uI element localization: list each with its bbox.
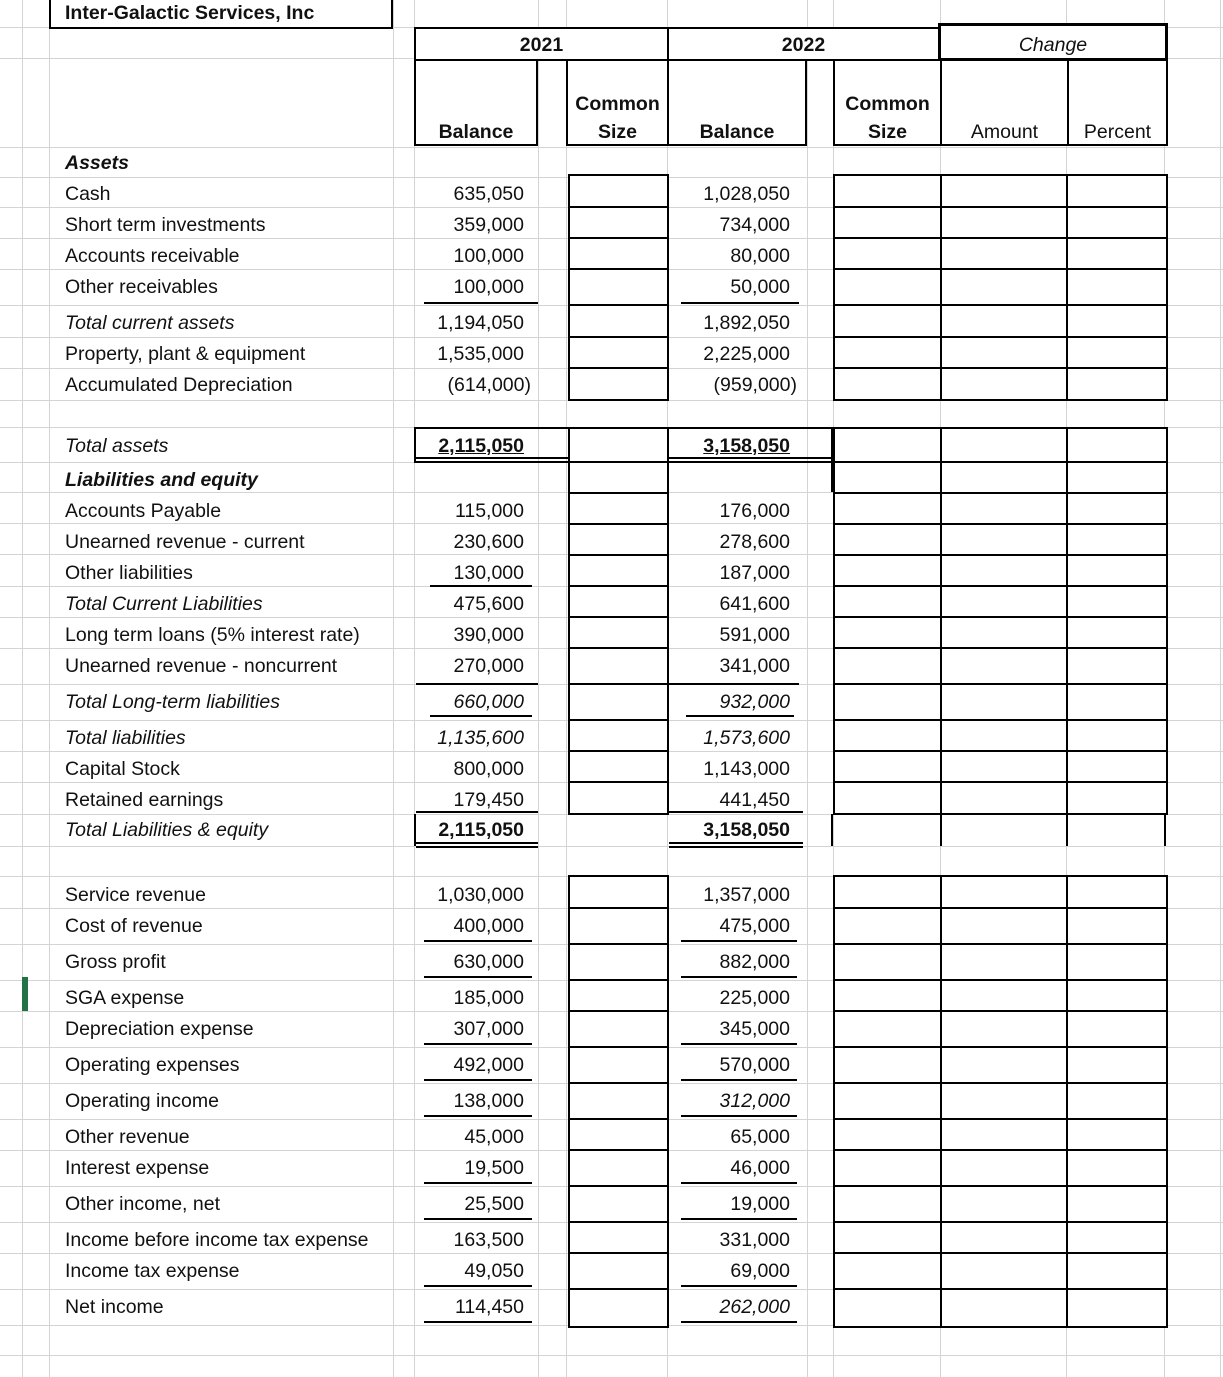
- border-2021-balance-right: [414, 814, 416, 846]
- answer-cell[interactable]: [1066, 907, 1168, 945]
- answer-cell[interactable]: [833, 427, 942, 463]
- gross-profit-2021: 630,000: [453, 951, 524, 973]
- row-label-income-tax-expense: Income tax expense: [65, 1260, 240, 1282]
- underline-2021: [424, 1218, 532, 1220]
- operating-income-2022: 312,000: [719, 1090, 790, 1112]
- answer-cell[interactable]: [568, 1082, 669, 1120]
- answer-cell[interactable]: [1066, 523, 1168, 556]
- other-income-net-2022: 19,000: [730, 1193, 790, 1215]
- underline-2022: [681, 1218, 797, 1220]
- answer-cell[interactable]: [1066, 1046, 1168, 1084]
- answer-cell[interactable]: [1066, 1221, 1168, 1254]
- answer-cell[interactable]: [1066, 875, 1168, 909]
- gridline-col: [566, 0, 567, 1377]
- row-label-operating-income: Operating income: [65, 1090, 219, 1112]
- underline-2021: [430, 715, 532, 717]
- underline-2022: [669, 683, 799, 685]
- answer-cell[interactable]: [833, 750, 942, 783]
- answer-cell[interactable]: [568, 174, 669, 208]
- answer-cell[interactable]: [940, 174, 1068, 208]
- total-liabilities-equity-double-underline-2022: [669, 842, 803, 848]
- answer-cell[interactable]: [1066, 647, 1168, 685]
- common-2021-header: Common: [575, 93, 660, 115]
- underline-2022: [669, 811, 803, 813]
- answer-cell[interactable]: [940, 304, 1068, 338]
- change-header: Change: [1018, 34, 1088, 56]
- answer-cell[interactable]: [568, 268, 669, 306]
- row-selection-indicator: [22, 977, 28, 1011]
- balance-2021-header: Balance: [438, 121, 514, 143]
- total-current-assets-2022: 1,892,050: [703, 312, 790, 334]
- answer-cell[interactable]: [568, 304, 669, 338]
- total-liabilities-2022: 1,573,600: [703, 727, 790, 749]
- answer-cell[interactable]: [833, 647, 942, 685]
- amount-header: Amount: [970, 121, 1039, 143]
- long-term-loans-2022: 591,000: [719, 624, 790, 646]
- cost-of-revenue-2022: 475,000: [719, 915, 790, 937]
- answer-cell[interactable]: [833, 336, 942, 369]
- underline-2021: [424, 1285, 532, 1287]
- answer-cell[interactable]: [1066, 979, 1168, 1012]
- answer-cell[interactable]: [940, 1118, 1068, 1151]
- year-2022-header: 2022: [781, 34, 826, 56]
- border-2022-right-lower: [831, 814, 833, 846]
- border-far-right-lower: [1164, 814, 1166, 846]
- answer-cell[interactable]: [1066, 336, 1168, 369]
- answer-cell[interactable]: [1066, 683, 1168, 721]
- total-current-liabilities-2021: 475,600: [453, 593, 524, 615]
- answer-cell[interactable]: [568, 461, 669, 494]
- answer-cell[interactable]: [940, 875, 1068, 909]
- row-label-interest-expense: Interest expense: [65, 1157, 210, 1179]
- answer-cell[interactable]: [940, 1046, 1068, 1084]
- row-label-unearned-revenue-current: Unearned revenue - current: [65, 531, 305, 553]
- row-label-depreciation-expense: Depreciation expense: [65, 1018, 254, 1040]
- answer-cell[interactable]: [940, 907, 1068, 945]
- answer-cell[interactable]: [833, 367, 942, 401]
- common-2022-header: Common: [845, 93, 930, 115]
- short-term-investments-2021: 359,000: [453, 214, 524, 236]
- answer-cell[interactable]: [833, 492, 942, 525]
- total-current-assets-2021: 1,194,050: [437, 312, 524, 334]
- answer-cell[interactable]: [940, 492, 1068, 525]
- gridline-row: [0, 846, 1223, 847]
- unearned-revenue-noncurrent-2022: 341,000: [719, 655, 790, 677]
- sga-expense-2022: 225,000: [719, 987, 790, 1009]
- answer-cell[interactable]: [833, 174, 942, 208]
- capital-stock-2022: 1,143,000: [703, 758, 790, 780]
- answer-cell[interactable]: [1066, 237, 1168, 270]
- gridline-col: [538, 0, 539, 1377]
- underline-2022: [681, 1182, 797, 1184]
- answer-cell[interactable]: [940, 719, 1068, 752]
- answer-cell[interactable]: [833, 523, 942, 556]
- answer-cell[interactable]: [1066, 750, 1168, 783]
- answer-cell[interactable]: [1066, 461, 1168, 494]
- answer-cell[interactable]: [833, 461, 942, 494]
- answer-cell[interactable]: [568, 492, 669, 525]
- row-label-other-liabilities: Other liabilities: [65, 562, 193, 584]
- accumulated-depreciation-2022: (959,000): [713, 374, 797, 396]
- answer-cell[interactable]: [940, 1185, 1068, 1223]
- answer-cell[interactable]: [1066, 1118, 1168, 1151]
- answer-cell[interactable]: [940, 1288, 1068, 1328]
- income-tax-expense-2021: 49,050: [464, 1260, 524, 1282]
- answer-cell[interactable]: [833, 1185, 942, 1223]
- underline-2022: [681, 940, 797, 942]
- operating-income-2021: 138,000: [453, 1090, 524, 1112]
- answer-cell[interactable]: [1066, 585, 1168, 618]
- answer-cell[interactable]: [833, 907, 942, 945]
- service-revenue-2021: 1,030,000: [437, 884, 524, 906]
- answer-cell[interactable]: [1066, 1010, 1168, 1048]
- row-label-total-current-liabilities: Total Current Liabilities: [65, 593, 263, 615]
- answer-cell[interactable]: [1066, 174, 1168, 208]
- underline-2021: [424, 1115, 532, 1117]
- retained-earnings-2021: 179,450: [453, 789, 524, 811]
- depreciation-expense-2022: 345,000: [719, 1018, 790, 1040]
- answer-cell[interactable]: [1066, 206, 1168, 239]
- ppe-2021: 1,535,000: [437, 343, 524, 365]
- answer-cell[interactable]: [940, 1010, 1068, 1048]
- row-label-cash: Cash: [65, 183, 111, 205]
- gross-profit-2022: 882,000: [719, 951, 790, 973]
- other-receivables-2021: 100,000: [453, 276, 524, 298]
- answer-cell[interactable]: [1066, 616, 1168, 649]
- answer-cell[interactable]: [1066, 304, 1168, 338]
- answer-cell[interactable]: [833, 268, 942, 306]
- answer-cell[interactable]: [1066, 554, 1168, 587]
- underline-2022: [681, 1321, 797, 1323]
- total-long-term-liabilities-2022: 932,000: [719, 691, 790, 713]
- answer-cell[interactable]: [568, 647, 669, 685]
- answer-cell[interactable]: [568, 1046, 669, 1084]
- underline-2021: [416, 683, 538, 685]
- row-label-total-long-term-liabilities: Total Long-term liabilities: [65, 691, 280, 713]
- border-percent-right-lower: [1066, 814, 1068, 846]
- answer-cell[interactable]: [940, 616, 1068, 649]
- accounts-payable-2021: 115,000: [454, 500, 524, 522]
- answer-cell[interactable]: [568, 943, 669, 981]
- service-revenue-2022: 1,357,000: [703, 884, 790, 906]
- size-2022-header: Size: [867, 121, 908, 143]
- underline-2022: [681, 1115, 797, 1117]
- gridline-row: [0, 1355, 1223, 1356]
- answer-cell[interactable]: [568, 750, 669, 783]
- income-tax-expense-2022: 69,000: [730, 1260, 790, 1282]
- underline-2022: [681, 302, 799, 304]
- long-term-loans-2021: 390,000: [453, 624, 524, 646]
- row-label-operating-expenses: Operating expenses: [65, 1054, 240, 1076]
- answer-cell[interactable]: [940, 781, 1068, 815]
- percent-header: Percent: [1083, 121, 1152, 143]
- accumulated-depreciation-2021: (614,000): [447, 374, 531, 396]
- answer-cell[interactable]: [833, 979, 942, 1012]
- total-assets-2021: 2,115,050: [438, 435, 524, 457]
- row-label-other-income-net: Other income, net: [65, 1193, 220, 1215]
- row-label-other-revenue: Other revenue: [65, 1126, 190, 1148]
- interest-expense-2021: 19,500: [464, 1157, 524, 1179]
- underline-2021: [424, 1079, 532, 1081]
- answer-cell[interactable]: [568, 719, 669, 752]
- answer-cell[interactable]: [833, 616, 942, 649]
- total-assets-2022: 3,158,050: [703, 435, 790, 457]
- operating-expenses-2021: 492,000: [453, 1054, 524, 1076]
- answer-cell[interactable]: [833, 1149, 942, 1187]
- depreciation-expense-2021: 307,000: [453, 1018, 524, 1040]
- underline-2022: [686, 715, 794, 717]
- row-label-service-revenue: Service revenue: [65, 884, 206, 906]
- gridline-col: [807, 0, 808, 1377]
- answer-cell[interactable]: [940, 1252, 1068, 1290]
- answer-cell[interactable]: [568, 237, 669, 270]
- underline-2021: [424, 1043, 532, 1045]
- answer-cell[interactable]: [568, 616, 669, 649]
- year-2021-header: 2021: [519, 34, 564, 56]
- row-label-accounts-payable: Accounts Payable: [65, 500, 222, 522]
- answer-cell[interactable]: [833, 1288, 942, 1328]
- answer-cell[interactable]: [940, 206, 1068, 239]
- answer-cell[interactable]: [1066, 1149, 1168, 1187]
- row-label-other-receivables: Other receivables: [65, 276, 218, 298]
- answer-cell[interactable]: [833, 781, 942, 815]
- answer-cell[interactable]: [940, 237, 1068, 270]
- row-label-short-term-investments: Short term investments: [65, 214, 266, 236]
- row-label-capital-stock: Capital Stock: [65, 758, 180, 780]
- row-label-unearned-revenue-noncurrent: Unearned revenue - noncurrent: [65, 655, 338, 677]
- border-2022-right-upper: [831, 460, 833, 492]
- gridline-col: [49, 0, 50, 1377]
- retained-earnings-2022: 441,450: [719, 789, 790, 811]
- answer-cell[interactable]: [568, 1288, 669, 1328]
- answer-cell[interactable]: [568, 206, 669, 239]
- sga-expense-2021: 185,000: [453, 987, 524, 1009]
- total-liabilities-2021: 1,135,600: [437, 727, 524, 749]
- interest-expense-2022: 46,000: [730, 1157, 790, 1179]
- accounts-receivable-2021: 100,000: [453, 245, 524, 267]
- size-2021-header: Size: [597, 121, 638, 143]
- underline-2021: [424, 1182, 532, 1184]
- border-percent-right-upper: [1066, 460, 1068, 492]
- underline-2022: [681, 976, 797, 978]
- row-label-accounts-receivable: Accounts receivable: [65, 245, 240, 267]
- row-label-total-liabilities: Total liabilities: [65, 727, 186, 749]
- answer-cell[interactable]: [833, 943, 942, 981]
- other-income-net-2021: 25,500: [464, 1193, 524, 1215]
- answer-cell[interactable]: [568, 979, 669, 1012]
- answer-cell[interactable]: [940, 1082, 1068, 1120]
- row-label-total-assets: Total assets: [65, 435, 169, 457]
- other-revenue-2022: 65,000: [730, 1126, 790, 1148]
- answer-cell[interactable]: [1066, 367, 1168, 401]
- answer-cell[interactable]: [1066, 1252, 1168, 1290]
- answer-cell[interactable]: [940, 523, 1068, 556]
- answer-cell[interactable]: [1066, 943, 1168, 981]
- answer-cell[interactable]: [833, 1010, 942, 1048]
- cost-of-revenue-2021: 400,000: [453, 915, 524, 937]
- answer-cell[interactable]: [940, 1149, 1068, 1187]
- answer-cell[interactable]: [568, 1149, 669, 1187]
- answer-cell[interactable]: [833, 1221, 942, 1254]
- border-amount-right-lower: [940, 814, 942, 846]
- total-long-term-liabilities-2021: 660,000: [453, 691, 524, 713]
- answer-cell[interactable]: [568, 523, 669, 556]
- gridline-col: [1220, 0, 1221, 1377]
- answer-cell[interactable]: [568, 427, 669, 463]
- underline-2021: [424, 976, 532, 978]
- net-income-2021: 114,450: [454, 1296, 524, 1318]
- underline-2022: [681, 1043, 797, 1045]
- underline-2022: [681, 1079, 797, 1081]
- total-assets-double-underline-2021: [414, 457, 569, 463]
- unearned-revenue-current-2021: 230,600: [453, 531, 524, 553]
- total-assets-double-underline-2022: [667, 457, 833, 463]
- other-revenue-2021: 45,000: [464, 1126, 524, 1148]
- answer-cell[interactable]: [940, 750, 1068, 783]
- row-label-ppe: Property, plant & equipment: [65, 343, 306, 365]
- row-label-long-term-loans: Long term loans (5% interest rate): [65, 624, 360, 646]
- answer-cell[interactable]: [568, 367, 669, 401]
- answer-cell[interactable]: [568, 554, 669, 587]
- answer-cell[interactable]: [833, 1046, 942, 1084]
- answer-cell[interactable]: [568, 683, 669, 721]
- answer-cell[interactable]: [940, 979, 1068, 1012]
- answer-cell[interactable]: [1066, 427, 1168, 463]
- underline-2021: [430, 585, 532, 587]
- answer-cell[interactable]: [940, 367, 1068, 401]
- underline-2022: [681, 1285, 797, 1287]
- balance-2022-header: Balance: [699, 121, 775, 143]
- underline-2021: [416, 811, 538, 813]
- accounts-payable-2022: 176,000: [719, 500, 790, 522]
- total-assets-box-top: [414, 427, 833, 429]
- net-income-2022: 262,000: [719, 1296, 790, 1318]
- answer-cell[interactable]: [1066, 492, 1168, 525]
- operating-expenses-2022: 570,000: [719, 1054, 790, 1076]
- short-term-investments-2022: 734,000: [719, 214, 790, 236]
- row-label-accumulated-depreciation: Accumulated Depreciation: [65, 374, 293, 396]
- total-liabilities-equity-2022: 3,158,050: [703, 819, 790, 841]
- assets-heading: Assets: [65, 152, 129, 174]
- answer-cell[interactable]: [568, 1252, 669, 1290]
- answer-cell[interactable]: [940, 683, 1068, 721]
- row-label-cost-of-revenue: Cost of revenue: [65, 915, 203, 937]
- row-label-total-liabilities-equity: Total Liabilities & equity: [65, 819, 269, 841]
- answer-cell[interactable]: [568, 336, 669, 369]
- answer-cell[interactable]: [833, 304, 942, 338]
- gridline-col: [393, 0, 394, 1377]
- unearned-revenue-noncurrent-2021: 270,000: [453, 655, 524, 677]
- row-label-retained-earnings: Retained earnings: [65, 789, 224, 811]
- gridline-col: [22, 0, 23, 1377]
- answer-cell[interactable]: [833, 1082, 942, 1120]
- underline-2021: [424, 302, 538, 304]
- cash-2021: 635,050: [453, 183, 524, 205]
- total-current-liabilities-2022: 641,600: [719, 593, 790, 615]
- income-before-tax-2021: 163,500: [453, 1229, 524, 1251]
- answer-cell[interactable]: [940, 427, 1068, 463]
- answer-cell[interactable]: [940, 336, 1068, 369]
- answer-cell[interactable]: [568, 907, 669, 945]
- answer-cell[interactable]: [1066, 268, 1168, 306]
- liabilities-heading: Liabilities and equity: [65, 469, 258, 491]
- capital-stock-2021: 800,000: [453, 758, 524, 780]
- underline-2021: [424, 940, 532, 942]
- answer-cell[interactable]: [1066, 1288, 1168, 1328]
- answer-cell[interactable]: [568, 585, 669, 618]
- answer-cell[interactable]: [833, 585, 942, 618]
- answer-cell[interactable]: [833, 719, 942, 752]
- unearned-revenue-current-2022: 278,600: [719, 531, 790, 553]
- row-label-total-current-assets: Total current assets: [65, 312, 235, 334]
- answer-cell[interactable]: [1066, 719, 1168, 752]
- accounts-receivable-2022: 80,000: [730, 245, 790, 267]
- row-label-gross-profit: Gross profit: [65, 951, 166, 973]
- answer-cell[interactable]: [833, 875, 942, 909]
- answer-cell[interactable]: [1066, 781, 1168, 815]
- company-title: Inter-Galactic Services, Inc: [65, 2, 315, 24]
- answer-cell[interactable]: [940, 943, 1068, 981]
- answer-cell[interactable]: [940, 585, 1068, 618]
- income-before-tax-2022: 331,000: [719, 1229, 790, 1251]
- answer-cell[interactable]: [568, 1118, 669, 1151]
- answer-cell[interactable]: [940, 461, 1068, 494]
- row-label-net-income: Net income: [65, 1296, 164, 1318]
- answer-cell[interactable]: [568, 1010, 669, 1048]
- ppe-2022: 2,225,000: [703, 343, 790, 365]
- other-receivables-2022: 50,000: [730, 276, 790, 298]
- answer-cell[interactable]: [833, 206, 942, 239]
- underline-2021: [424, 1321, 532, 1323]
- answer-cell[interactable]: [940, 554, 1068, 587]
- answer-cell[interactable]: [940, 647, 1068, 685]
- answer-cell[interactable]: [568, 1221, 669, 1254]
- total-liabilities-equity-double-underline-2021: [416, 842, 538, 848]
- answer-cell[interactable]: [833, 1118, 942, 1151]
- answer-cell[interactable]: [1066, 1185, 1168, 1223]
- answer-cell[interactable]: [833, 554, 942, 587]
- row-label-sga-expense: SGA expense: [65, 987, 185, 1009]
- answer-cell[interactable]: [940, 1221, 1068, 1254]
- answer-cell[interactable]: [568, 1185, 669, 1223]
- answer-cell[interactable]: [940, 268, 1068, 306]
- cash-2022: 1,028,050: [703, 183, 790, 205]
- answer-cell[interactable]: [833, 237, 942, 270]
- border-amount-right-upper: [940, 460, 942, 492]
- answer-cell[interactable]: [1066, 1082, 1168, 1120]
- answer-cell[interactable]: [568, 875, 669, 909]
- answer-cell[interactable]: [833, 1252, 942, 1290]
- total-liabilities-equity-2021: 2,115,050: [438, 819, 524, 841]
- row-label-income-before-tax: Income before income tax expense: [65, 1229, 369, 1251]
- gridline-row: [0, 147, 1223, 148]
- answer-cell[interactable]: [833, 683, 942, 721]
- other-liabilities-2021: 130,000: [453, 562, 524, 584]
- other-liabilities-2022: 187,000: [719, 562, 790, 584]
- answer-cell[interactable]: [568, 781, 669, 815]
